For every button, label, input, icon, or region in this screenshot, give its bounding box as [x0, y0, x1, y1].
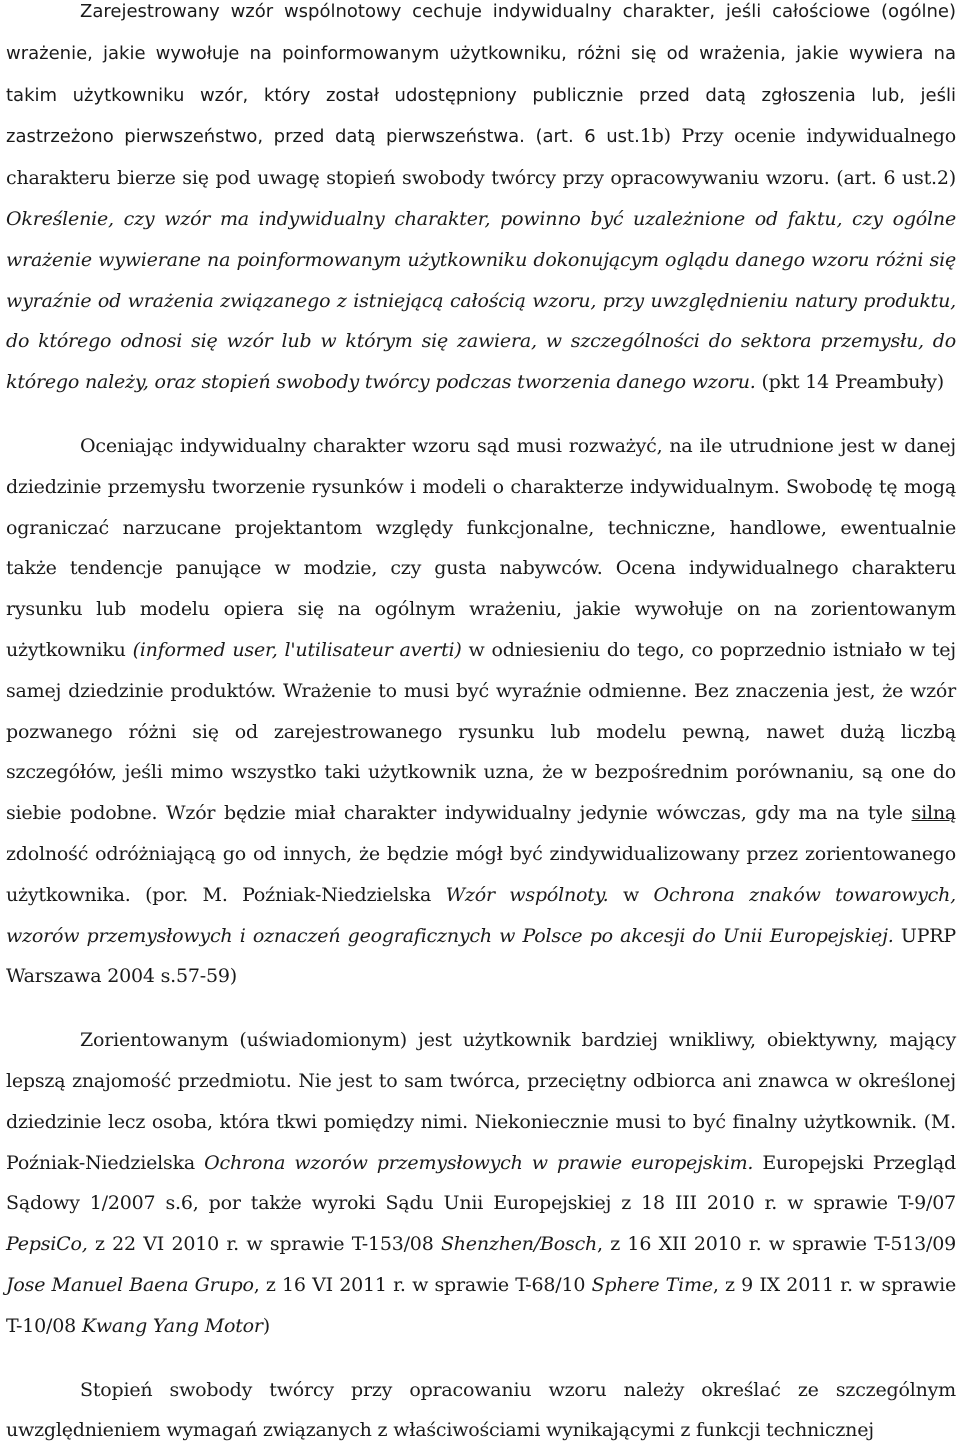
text-run-italic: Wzór wspólnoty. [446, 884, 609, 906]
paragraph-2 [6, 426, 956, 997]
text-run-italic: PepsiCo, [6, 1233, 88, 1255]
text-run: , z 16 XII 2010 r. w sprawie T-513/09 [597, 1233, 956, 1255]
text-run: 1b) Przy ocenie indywidualnego charakteru bierze się pod uwagę stopień swobody twórcy przy opracowywaniu wzoru. (art. 6 ust. [6, 125, 956, 189]
text-run-italic: Ochrona wzorów przemysłowych w prawie europejskim. [204, 1152, 753, 1174]
text-run: z 22 VI 2010 r. w sprawie T-153/08 [88, 1233, 441, 1255]
text-run: w odniesieniu do tego, co poprzednio istniało w tej samej dziedzinie produktów. Wrażenie to musi być wyraźnie odmienne. Bez znaczenia jest, że wzór pozwanego różni się od zarejestrowanego rysunku lub modelu pewną, nawet dużą liczbą szczegółów, jeśli mimo wszystko taki użytkownik uzna, że w bezpośrednim porównaniu, są one do siebie podobne. Wzór będzie miał charakter indywidualny jedynie wówczas, gdy ma na tyle [6, 639, 956, 824]
text-run-italic: Jose Manuel Baena Grupo [6, 1274, 254, 1296]
text-run: w [609, 884, 654, 906]
text-run: Oceniając indywidualny charakter wzoru sąd musi rozważyć, na ile utrudnione jest w danej dziedzinie przemysłu tworzenie rysunków i modeli o charakterze indywidualnym. Swobodę tę mogą ograniczać narzucane projektantom względy funkcjonalne, techniczne, handlowe, ewentualnie także tendencje panujące w modzie, czy gusta nabywców. Ocena indywidualnego charakteru rysunku lub modelu opiera się na ogólnym wrażeniu, jakie wywołuje on na zorientowanym użytkowniku [6, 435, 956, 661]
text-run-underlined: silną [912, 802, 956, 824]
text-run-italic: (informed user, l'utilisateur averti) [133, 639, 462, 661]
text-run: UPRP Warszawa 2004 s.57-59) [6, 925, 956, 988]
text-run: , z 16 VI 2011 r. w sprawie T-68/10 [254, 1274, 592, 1296]
text-run: 2) [937, 167, 956, 189]
text-run: (pkt 14 Preambuły) [756, 371, 944, 393]
text-run-italic: Określenie, czy wzór ma indywidualny charakter, powinno być uzależnione od faktu, czy ogólne wrażenie wywierane na poinformowanym użytkowniku dokonującym oglądu danego wzoru różni się wyraźnie od wrażenia związanego z istniejącą całością wzoru, przy uwzględnieniu natury produktu, do którego odnosi się wzór lub w którym się zawiera, w szczególności do sektora przemysłu, do którego należy, oraz stopień swobody twórcy podczas tworzenia danego wzoru. [6, 208, 956, 393]
text-run: , z 9 IX 2011 r. w sprawie T-10/08 [6, 1274, 956, 1337]
paragraph-3 [6, 1020, 956, 1346]
text-run-italic: Shenzhen/Bosch [441, 1233, 597, 1255]
text-run: Zorientowanym (uświadomionym) jest użytkownik bardziej wnikliwy, obiektywny, mający lepszą znajomość przedmiotu. Nie jest to sam twórca, przeciętny odbiorca ani znawca w określonej dziedzinie lecz osoba, która tkwi pomiędzy nimi. Niekoniecznie musi to być finalny użytkownik. (M. Poźniak-Niedzielska [6, 1029, 956, 1173]
document-page [6, 0, 956, 1451]
paragraph-4 [6, 1370, 956, 1451]
text-run: Zarejestrowany wzór wspólnotowy cechuje indywidualny charakter, jeśli całościowe (ogólne) wrażenie, jakie wywołuje na poinformowanym użytkowniku, różni się od wrażenia, jakie wywiera na takim użytkowniku wzór, który został udostępniony publicznie przed datą zgłoszenia lub, jeśli zastrzeżono pierwszeństwo, przed datą pierwszeństwa. (art. 6 ust. [6, 1, 956, 147]
text-run: ) [263, 1315, 270, 1337]
text-run-italic: Kwang Yang Motor [82, 1315, 263, 1337]
text-run: zdolność odróżniającą go od innych, że będzie mógł być zindywidualizowany przez zorientowanego użytkownika. (por. M. Poźniak-Niedzielska [6, 843, 956, 906]
text-run-italic: Ochrona znaków towarowych, wzorów przemysłowych i oznaczeń geograficznych w Polsce po akcesji do Unii Europejskiej. [6, 884, 956, 947]
text-run: Europejski Przegląd Sądowy 1/2007 s.6, por także wyroki Sądu Unii Europejskiej z 18 III 2010 r. w sprawie T-9/07 [6, 1152, 956, 1215]
paragraph-1 [6, 0, 956, 403]
text-run-italic: Sphere Time [592, 1274, 713, 1296]
text-run: Stopień swobody twórcy przy opracowaniu wzoru należy określać ze szczególnym uwzględnieniem wymagań związanych z właściwościami wynikającymi z funkcji technicznej [6, 1379, 956, 1442]
